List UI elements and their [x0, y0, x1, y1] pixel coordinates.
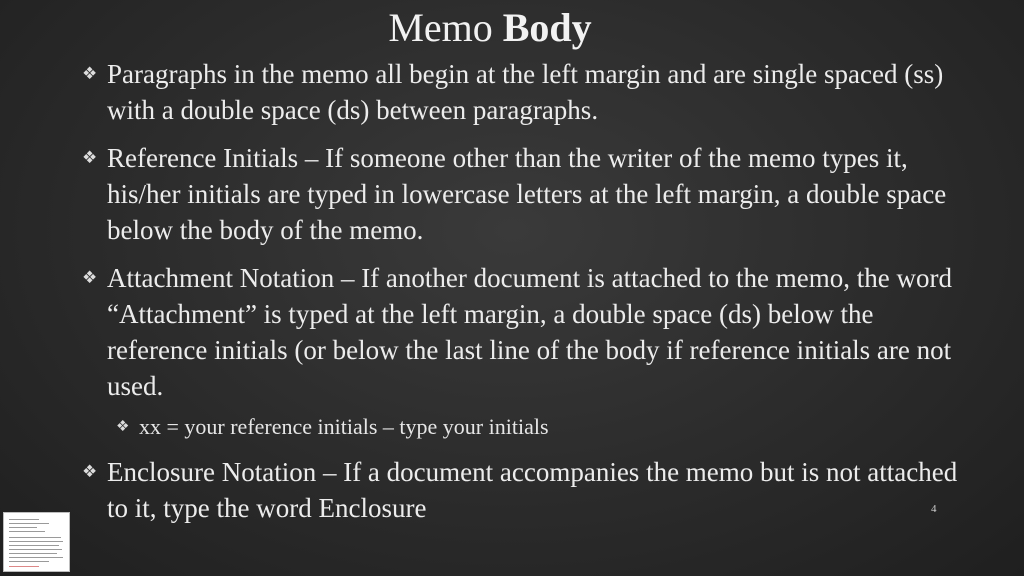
- sub-bullet-text: xx = your reference initials – type your initials: [139, 414, 549, 439]
- bullet-item: [82, 454, 962, 526]
- bullet-text: Reference Initials – If someone other than the writer of the memo types it, his/her initials are typed in lowercase letters at the left margin, a double space below the body of the memo.: [107, 143, 947, 245]
- title-regular: Memo: [388, 5, 493, 50]
- bullet-item: [82, 56, 962, 128]
- bullet-text: Attachment Notation – If another document is attached to the memo, the word “Attachment” is typed at the left margin, a double space (ds) below the reference initials (or below the last line of the body if reference initials are not used.: [107, 263, 953, 401]
- diamond-bullet-icon: ❖: [82, 268, 98, 287]
- diamond-bullet-icon: ❖: [116, 419, 130, 435]
- diamond-bullet-icon: ❖: [82, 148, 98, 167]
- sub-bullet-item: [82, 412, 962, 442]
- title-bold: Body: [502, 5, 592, 50]
- slide-title: [0, 4, 980, 52]
- bullet-item: [82, 260, 962, 404]
- bullet-item: [82, 140, 962, 248]
- page-number: 4: [931, 503, 937, 515]
- bullet-text: Enclosure Notation – If a document accompanies the memo but is not attached to it, type the word Enclosure: [107, 457, 958, 523]
- bullet-text: Paragraphs in the memo all begin at the left margin and are single spaced (ss) with a double space (ds) between paragraphs.: [107, 59, 944, 125]
- memo-thumbnail-image: [3, 512, 70, 572]
- diamond-bullet-icon: ❖: [82, 64, 98, 83]
- bullet-list: [82, 56, 962, 538]
- diamond-bullet-icon: ❖: [82, 462, 98, 481]
